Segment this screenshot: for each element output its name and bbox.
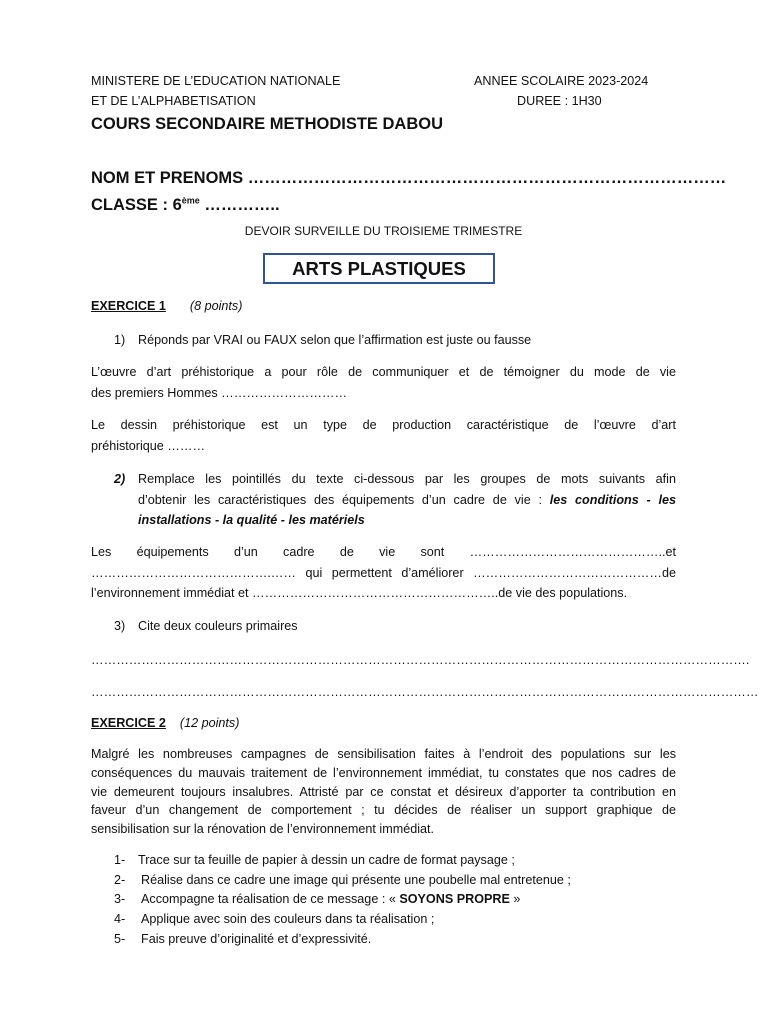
paragraph-line-5: sensibilisation sur la rénovation de l’environnement immédiat. [91,822,435,837]
exercise-2-label: EXERCICE 2 [91,716,166,730]
question-1-text: Réponds par VRAI ou FAUX selon que l’affirmation est juste ou fausse [138,333,532,347]
exercise-2-points: (12 points) [179,716,240,730]
paragraph-line-3: vie demeurent toujours insalubres. Attristé par ce constat et désireux d’apporter ta contribution en [91,784,676,799]
statement-2 [91,415,676,456]
answer-line-1: …………………………………………………………………………………………………………………………………………. [91,653,750,667]
paragraph-line-4: faveur d’un changement de comportement ; tu décides de réaliser un support graphique de [91,803,676,818]
answer-line-2: …………………………………………………………………………………………………………………………………………… [91,685,759,699]
statement-2-line-1: Le dessin préhistorique est un type de production caractéristique de l’œuvre d’art [91,418,676,432]
task-4-text: Applique avec soin des couleurs dans ta réalisation ; [141,912,435,926]
question-2-line-2-bold: les conditions - les [549,492,676,507]
exam-document [91,0,759,1024]
task-3-text-before: Accompagne ta réalisation de ce message : « [141,892,400,906]
class-prefix: CLASSE : 6 [91,196,182,214]
class-field-label [91,196,280,215]
exercise-1-points: (8 points) [189,299,243,313]
statement-1-line-2: des premiers Hommes ………………………… [91,385,348,400]
task-3-number: 3- [114,892,126,906]
task-2-number: 2- [114,873,126,887]
question-2-line-3: installations - la qualité - les matériels [138,513,365,527]
exercise-1-label: EXERCICE 1 [91,299,166,313]
question-2-number: 2) [114,472,126,486]
fill-line-2: …………………………………….…… qui permettent d’améliorer ………………………………………de [91,565,676,580]
class-superscript: ème [181,195,200,206]
task-4-number: 4- [114,912,126,926]
fill-in-text [91,542,676,604]
question-2-text [138,469,676,531]
task-1-text: Trace sur ta feuille de papier à dessin un cadre de format paysage ; [138,853,515,867]
fill-line-3: l’environnement immédiat et …………………………………………………..de vie des populations. [91,586,628,600]
task-1-number: 1- [114,853,126,867]
statement-1 [91,362,676,403]
task-2-text: Réalise dans ce cadre une image qui présente une poubelle mal entretenue ; [141,873,571,887]
question-1-number: 1) [114,333,126,347]
question-2-line-2-plain: d’obtenir les caractéristiques des équipements d’un cadre de vie : [138,492,550,507]
task-3-message: SOYONS PROPRE [399,892,510,906]
ministry-line-1: MINISTERE DE L’EDUCATION NATIONALE [91,74,341,88]
ministry-line-2: ET DE L’ALPHABETISATION [91,94,256,108]
name-field-label: NOM ET PRENOMS …………………………………………………………………………… [91,169,727,187]
exam-type: DEVOIR SURVEILLE DU TROISIEME TRIMESTRE [244,224,523,238]
exam-duration: DUREE : 1H30 [517,94,602,108]
task-5-text: Fais preuve d’originalité et d’expressivité. [141,932,372,946]
exercise-1-heading [91,296,242,317]
task-3-text-after: » [509,892,521,906]
fill-line-1: Les équipements d’un cadre de vie sont ………………………………………..et [91,545,676,559]
statement-2-line-2: préhistorique ……… [91,438,206,453]
statement-1-line-1: L’œuvre d’art préhistorique a pour rôle de communiquer et de témoigner du mode de vie [91,365,676,379]
question-2-line-2 [138,490,676,511]
class-dots: ………….. [199,196,280,214]
subject-title: ARTS PLASTIQUES [263,253,495,284]
school-year: ANNEE SCOLAIRE 2023-2024 [474,74,649,88]
paragraph-line-2: conséquences du mauvais traitement de l’environnement immédiat, tu constates que nos cadres de [91,765,676,780]
task-3-text [141,892,520,906]
question-2-line-1: Remplace les pointillés du texte ci-dessous par les groupes de mots suivants afin [138,472,676,486]
question-3-number: 3) [114,619,126,633]
question-3-text: Cite deux couleurs primaires [138,619,298,633]
school-name: COURS SECONDAIRE METHODISTE DABOU [91,115,444,133]
task-5-number: 5- [114,932,126,946]
exercise-2-heading [91,713,239,734]
paragraph-line-1: Malgré les nombreuses campagnes de sensibilisation faites à l’endroit des populations sur les [91,747,676,761]
exercise-2-paragraph [91,745,676,839]
